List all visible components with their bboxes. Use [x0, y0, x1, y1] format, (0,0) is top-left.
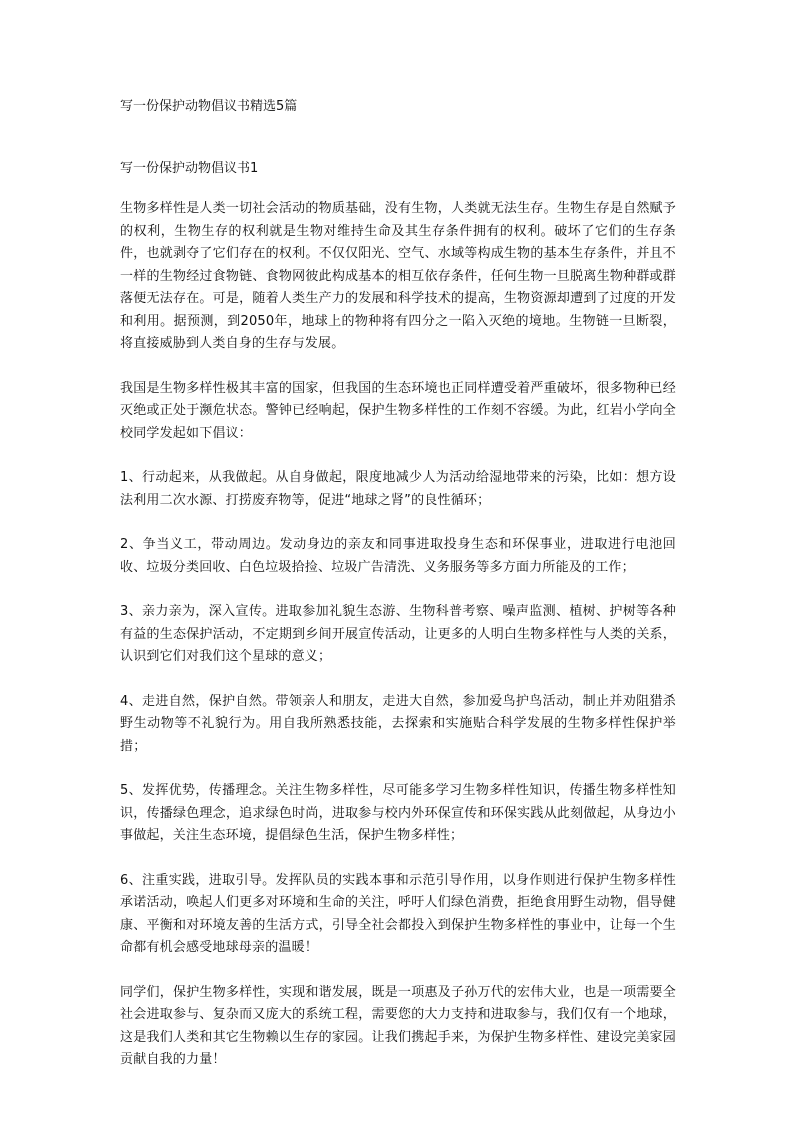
paragraph-item-5: 5、发挥优势，传播理念。关注生物多样性，尽可能多学习生物多样性知识，传播生物多样性知识，传播绿色理念，追求绿色时尚，进取参与校内外环保宣传和环保实践从此刻做起，从身边小事做起，关注生态环境，提倡绿色生活，保护生物多样性； — [120, 783, 676, 843]
paragraph-item-6: 6、注重实践，进取引导。发挥队员的实践本事和示范引导作用，以身作则进行保护生物多样性承诺活动，唤起人们更多对环境和生命的关注，呼吁人们绿色消费，拒绝食用野生动物，倡导健康、平衡和对环境友善的生活方式，引导全社会都投入到保护生物多样性的事业中，让每一个生命都有机会感受地球母亲的温暖！ — [120, 872, 676, 955]
paragraph-intro: 生物多样性是人类一切社会活动的物质基础，没有生物，人类就无法生存。生物生存是自然赋予的权利，生物生存的权利就是生物对维持生命及其生存条件拥有的权利。破坏了它们的生存条件，也就剥夺了它们存在的权利。不仅仅阳光、空气、水域等构成生物的基本生存条件，并且不一样的生物经过食物链、食物网彼此构成基本的相互依存条件，任何生物一旦脱离生物种群或群落便无法存在。可是，随着人类生产力的发展和科学技术的提高，生物资源却遭到了过度的开发和利用。据预测，到2050年，地球上的物种将有四分之一陷入灭绝的境地。生物链一旦断裂，将直接威胁到人类自身的生存与发展。 — [120, 201, 676, 351]
document-page — [120, 96, 676, 1072]
paragraph-item-2: 2、争当义工，带动周边。发动身边的亲友和同事进取投身生态和环保事业，进取进行电池回收、垃圾分类回收、白色垃圾拾捡、垃圾广告清洗、义务服务等多方面力所能及的工作； — [120, 537, 676, 575]
paragraph-item-4: 4、走进自然，保护自然。带领亲人和朋友，走进大自然，参加爱鸟护鸟活动，制止并劝阻猎杀野生动物等不礼貌行为。用自我所熟悉技能，去探索和实施贴合科学发展的生物多样性保护举措； — [120, 693, 676, 754]
document-title: 写一份保护动物倡议书精选5篇 — [120, 99, 298, 114]
paragraph-item-1: 1、行动起来，从我做起。从自身做起，限度地减少人为活动给湿地带来的污染，比如：想方设法利用二次水源、打捞废弃物等，促进“地球之肾”的良性循环； — [120, 470, 676, 508]
paragraph-closing: 同学们，保护生物多样性，实现和谐发展，既是一项惠及子孙万代的宏伟大业，也是一项需要全社会进取参与、复杂而又庞大的系统工程，需要您的大力支持和进取参与，我们仅有一个地球，这是我们人类和其它生物赖以生存的家园。让我们携起手来，为保护生物多样性、建设完美家园贡献自我的力量！ — [120, 984, 676, 1067]
section-title: 写一份保护动物倡议书1 — [120, 161, 259, 176]
paragraph-item-3: 3、亲力亲为，深入宣传。进取参加礼貌生态游、生物科普考察、噪声监测、植树、护树等各种有益的生态保护活动，不定期到乡间开展宣传活动，让更多的人明白生物多样性与人类的关系，认识到它们对我们这个星球的意义； — [120, 604, 676, 664]
paragraph-initiative: 我国是生物多样性极其丰富的国家，但我国的生态环境也正同样遭受着严重破坏，很多物种已经灭绝或正处于濒危状态。警钟已经响起，保护生物多样性的工作刻不容缓。为此，红岩小学向全校同学发起如下倡议： — [120, 380, 676, 441]
